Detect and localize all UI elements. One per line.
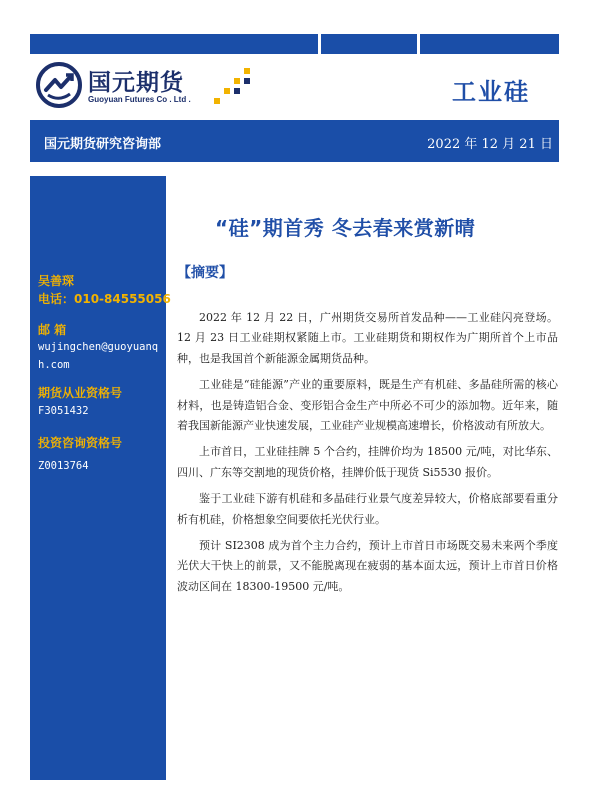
summary-paragraph: 上市首日，工业硅挂牌 5 个合约，挂牌价均为 18500 元/吨，对比华东、四川、广东等交割地的现货价格，挂牌价低于现货 Si5530 报价。 <box>177 445 558 479</box>
report-date: 2022 年 12 月 21 日 <box>427 137 553 152</box>
summary-paragraph: 鉴于工业硅下游有机硅和多晶硅行业景气度差异较大，价格底部要看重分析有机硅，价格想象空间要依托光伏行业。 <box>177 492 558 526</box>
report-title: “硅”期首秀 冬去春来赏新晴 <box>215 216 476 240</box>
summary-paragraph: 预计 SI2308 成为首个主力合约，预计上市首日市场既交易未来两个季度光伏大干快上的前景，又不能脱离现在疲弱的基本面太远，预计上市首日价格波动区间在 18300-19500 元/吨。 <box>177 539 558 593</box>
summary-body <box>177 308 558 603</box>
email-label: 邮 箱 <box>38 323 67 337</box>
department-label: 国元期货研究咨询部 <box>44 137 162 152</box>
logo-dots-icon <box>214 66 264 106</box>
logo-chinese-name: 国元期货 <box>88 70 184 96</box>
author-name: 吴善琛 <box>38 274 75 288</box>
top-bar-segment <box>30 34 318 54</box>
product-name: 工业硅 <box>452 78 530 106</box>
company-logo <box>36 62 266 112</box>
top-color-bar <box>30 34 559 54</box>
author-sidebar <box>30 176 171 780</box>
consult-license-number: Z0013764 <box>38 460 89 472</box>
license-label: 期货从业资格号 <box>38 386 123 400</box>
author-phone: 电话：010-84555056 <box>38 292 171 306</box>
top-bar-segment <box>321 34 417 54</box>
author-email: wujingchen@guoyuanqh.com <box>38 341 159 371</box>
header-info-bar <box>30 120 559 162</box>
logo-emblem-icon <box>36 62 82 108</box>
license-number: F3051432 <box>38 405 89 417</box>
consult-license-label: 投资咨询资格号 <box>38 436 123 450</box>
summary-paragraph: 2022 年 12 月 22 日，广州期货交易所首发品种——工业硅闪亮登场。12 月 23 日工业硅期权紧随上市。工业硅期货和期权作为广期所首个上市品种，也是我国首个新能源金属期货品种。 <box>177 311 558 365</box>
summary-paragraph: 工业硅是“硅能源”产业的重要原料，既是生产有机硅、多晶硅所需的核心材料，也是铸造铝合金、变形铝合金生产中所必不可少的添加物。近年来，随着我国新能源产业快速发展，工业硅产业规模高速增长，价格波动有所放大。 <box>177 378 558 433</box>
logo-english-name: Guoyuan Futures Co . Ltd . <box>88 95 191 104</box>
top-bar-segment <box>420 34 559 54</box>
summary-heading: 【摘要】 <box>177 265 233 281</box>
